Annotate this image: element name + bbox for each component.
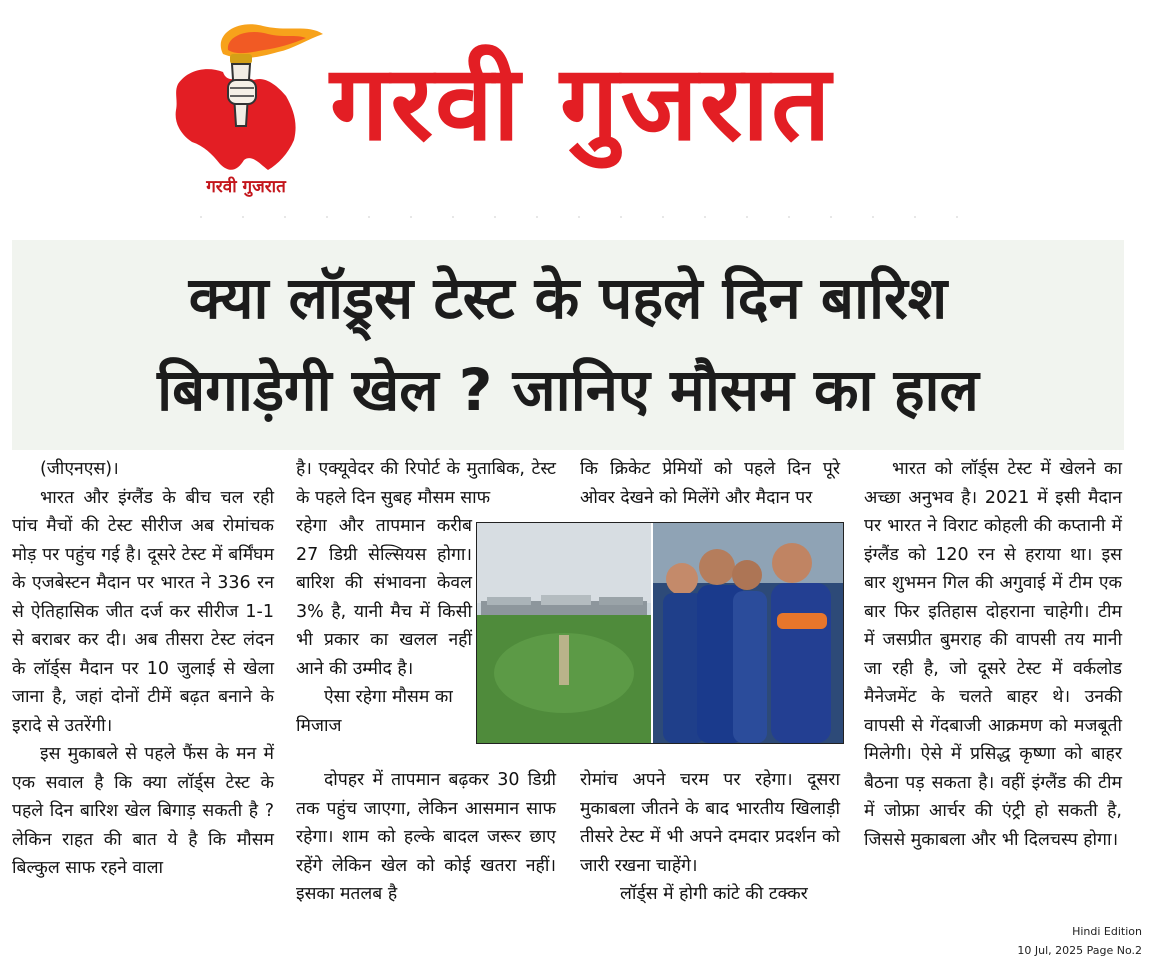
- paragraph: भारत को लॉर्ड्स टेस्ट में खेलने का अच्छा अनुभव है। 2021 में इसी मैदान पर भारत ने विराट कोहली की कप्तानी में इंग्लैंड को 120 रन से हराया था। इस बार शुभमन गिल की अगुवाई में टीम एक बार फिर इतिहास दोहराना चाहेगी। टीम में जसप्रीत बुमराह की वापसी तय मानी जा रही है, जो दूसरे टेस्ट में वर्कलोड मैनेजमेंट के चलते बाहर थे। उनकी वापसी से गेंदबाजी आक्रमण को मजबूती मिलेगी। ऐसे में प्रसिद्ध कृष्णा को बाहर बैठना पड़ सकता है। वहीं इंग्लैंड की टीम में जोफ्रा आर्चर की एंट्री हो सकती है, जिससे मुकाबला और भी दिलचस्प होगा।: [864, 459, 1122, 850]
- paragraph: रोमांच अपने चरम पर रहेगा। दूसरा मुकाबला जीतने के बाद भारतीय खिलाड़ी तीसरे टेस्ट में भी अपने दमदार प्रदर्शन को जारी रखना चाहेंगे।: [580, 770, 840, 876]
- paragraph: रहेगा और तापमान करीब 27 डिग्री सेल्सियस होगा। बारिश की संभावना केवल 3% है, यानी मैच में किसी भी प्रकार का खलल नहीं आने की उम्मीद है।: [296, 516, 472, 679]
- newspaper-brand-title: गरवी गुजरात: [330, 42, 833, 164]
- article-column-4: [864, 455, 1122, 854]
- article-column-2-narrow: [296, 512, 472, 740]
- article-column-2-bottom: [296, 766, 556, 909]
- paragraph: कि क्रिकेट प्रेमियों को पहले दिन पूरे ओवर देखने को मिलेंगे और मैदान पर: [580, 459, 840, 508]
- headline-line-2: बिगाड़ेगी खेल ? जानिए मौसम का हाल: [157, 356, 979, 424]
- article-column-1: [12, 455, 274, 883]
- logo-caption: गरवी गुजरात: [206, 177, 286, 197]
- paragraph: है। एक्यूवेदर की रिपोर्ट के मुताबिक, टेस्ट के पहले दिन सुबह मौसम साफ: [296, 459, 556, 508]
- masthead: [0, 0, 1152, 232]
- article-photo: [476, 522, 844, 744]
- subheading: लॉर्ड्स में होगी कांटे की टक्कर: [620, 884, 808, 904]
- dateline: (जीएनएस)।: [40, 459, 119, 479]
- page-footer: [1017, 922, 1142, 960]
- masthead-divider: [200, 214, 960, 220]
- paragraph: भारत और इंग्लैंड के बीच चल रही पांच मैचों की टेस्ट सीरीज अब रोमांचक मोड़ पर पहुंच गई है। दूसरे टेस्ट में बर्मिंघम के एजबेस्टन मैदान पर भारत ने 336 रन से ऐतिहासिक जीत दर्ज कर सीरीज 1-1 से बराबर कर दी। अब तीसरा टेस्ट लंदन के लॉर्ड्स मैदान पर 10 जुलाई से खेला जाना है, जहां दोनों टीमें बढ़त बनाने के इरादे से उतरेंगी।: [12, 487, 274, 736]
- headline-line-1: क्या लॉड्र्स टेस्ट के पहले दिन बारिश: [188, 264, 948, 332]
- article-column-2-top: [296, 455, 556, 512]
- edition-label: Hindi Edition: [1072, 925, 1142, 938]
- headline-box: [12, 240, 1124, 450]
- date-page-label: 10 Jul, 2025 Page No.2: [1017, 944, 1142, 957]
- article-column-3-bottom: [580, 766, 840, 909]
- subheading: ऐसा रहेगा मौसम का मिजाज: [296, 687, 453, 736]
- paragraph: इस मुकाबले से पहले फैंस के मन में एक सवाल है कि क्या लॉर्ड्स टेस्ट के पहले दिन बारिश खेल बिगाड़ सकती है ? लेकिन राहत की बात ये है कि मौसम बिल्कुल साफ रहने वाला: [12, 744, 274, 878]
- article-column-3-top: [580, 455, 840, 512]
- paragraph: दोपहर में तापमान बढ़कर 30 डिग्री तक पहुंच जाएगा, लेकिन आसमान साफ रहेगा। शाम को हल्के बादल जरूर छाए रहेंगे लेकिन खेल को कोई खतरा नहीं। इसका मतलब है: [296, 770, 556, 904]
